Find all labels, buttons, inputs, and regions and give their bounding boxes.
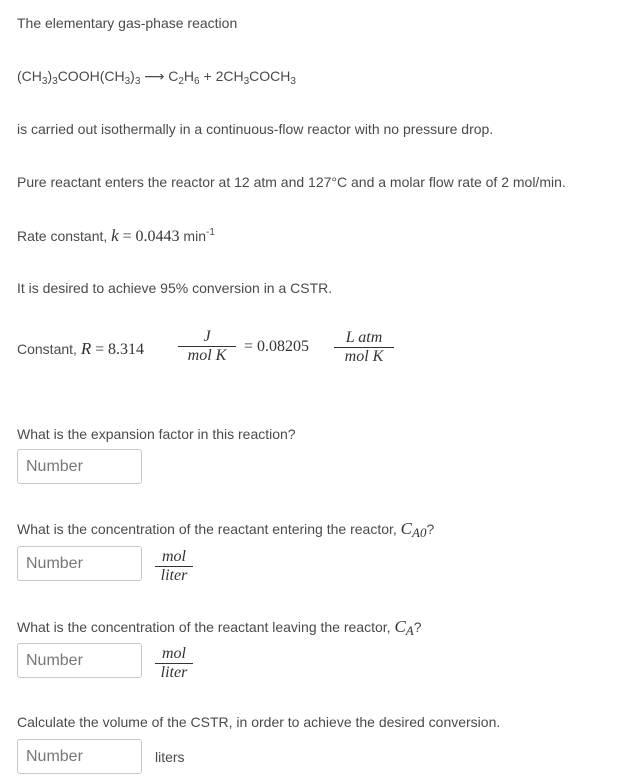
condition-text: is carried out isothermally in a continuous-flow reactor with no pressure drop. bbox=[17, 121, 494, 137]
reaction-equation: $(CH_3)_3COOH(CH_3)_3$ ⟶ $C_2H_6$ + $2CH_3COCH_3$ bbox=[17, 68, 296, 87]
question-inlet-concentration: What is the concentration of the reactant entering the reactor, $C_{A0}$? bbox=[17, 519, 435, 540]
reaction-arrow: ⟶ bbox=[144, 68, 165, 84]
outlet-concentration-unit: mol liter bbox=[155, 646, 193, 681]
rate-constant: Rate constant, k = 0.0443 $\min^{-1}$ bbox=[17, 226, 215, 245]
feed-text: Pure reactant enters the reactor at 12 atm and 127°C and a molar flow rate of 2 mol/min. bbox=[17, 174, 566, 190]
inlet-concentration-unit: mol liter bbox=[155, 549, 193, 584]
question-expansion-factor: What is the expansion factor in this reaction? bbox=[17, 426, 296, 442]
question-cstr-volume: Calculate the volume of the CSTR, in order to achieve the desired conversion. bbox=[17, 714, 501, 730]
inlet-concentration-input[interactable] bbox=[17, 546, 142, 581]
gas-constant-unit-2: L atm mol K bbox=[334, 330, 394, 365]
cstr-volume-unit: liters bbox=[155, 749, 185, 765]
gas-constant-unit-1: J mol K bbox=[178, 329, 236, 364]
intro-text: The elementary gas-phase reaction bbox=[17, 15, 238, 31]
goal-text: It is desired to achieve 95% conversion in a CSTR. bbox=[17, 280, 333, 296]
outlet-concentration-input[interactable] bbox=[17, 643, 142, 678]
cstr-volume-input[interactable] bbox=[17, 739, 142, 774]
question-outlet-concentration: What is the concentration of the reactant leaving the reactor, $C_A$? bbox=[17, 617, 422, 638]
gas-constant: Constant, R = 8.314 bbox=[17, 339, 145, 358]
gas-constant-value-2: = 0.08205 bbox=[244, 338, 310, 355]
expansion-factor-input[interactable] bbox=[17, 449, 142, 484]
